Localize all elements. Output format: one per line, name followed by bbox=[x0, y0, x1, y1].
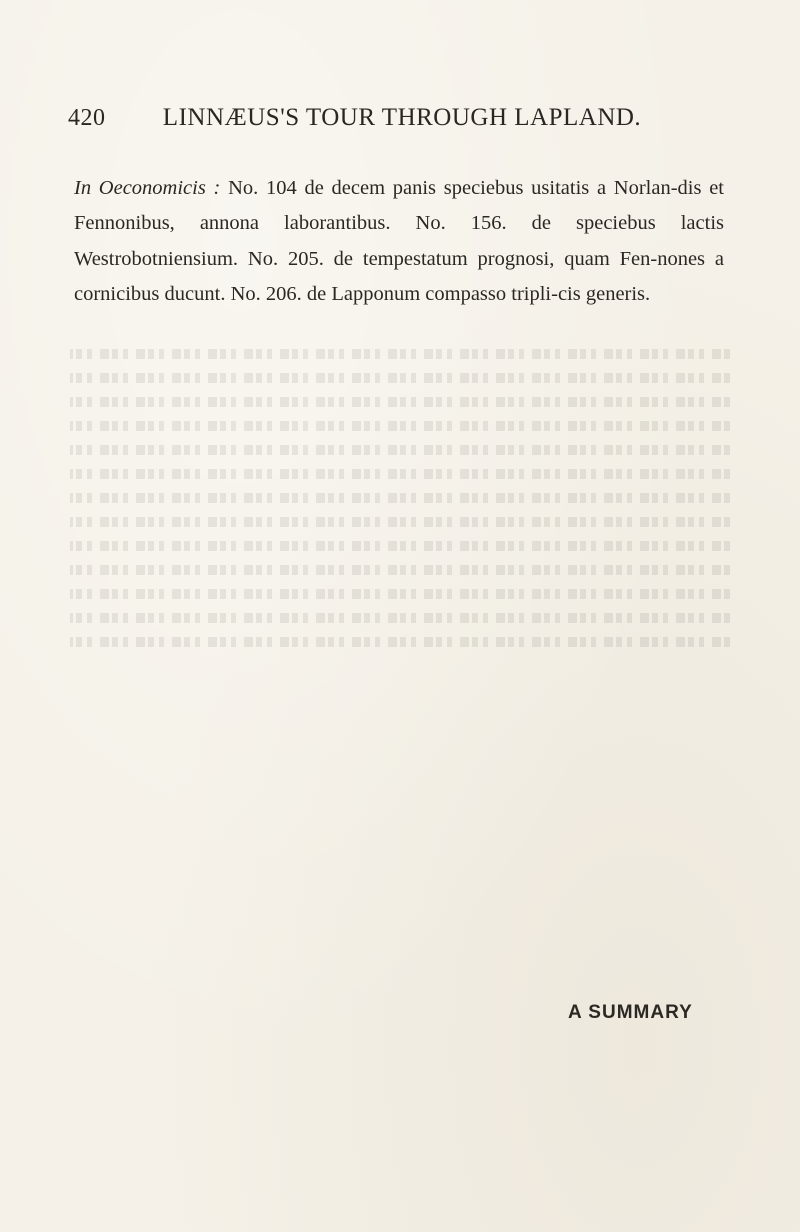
running-head bbox=[68, 104, 728, 132]
reverse-side-bleed-through bbox=[70, 335, 730, 1035]
paragraph-text: No. 104 de decem panis speciebus usitatis a Norlan-dis et Fennonibus, annona laborantibus. No. 156. de speciebus lactis Westrobotniensium. No. 205. de tempestatum prognosi, quam Fen-nones a cornicibus ducunt. No. 206. de Lapponum compasso tripli-cis generis. bbox=[74, 176, 724, 305]
page-number: 420 bbox=[68, 105, 106, 131]
paragraph-lead: In Oeconomicis : bbox=[74, 176, 221, 199]
body-paragraph bbox=[74, 171, 724, 313]
running-title: LINNÆUS'S TOUR THROUGH LAPLAND. bbox=[162, 104, 642, 131]
section-heading: A SUMMARY bbox=[568, 1002, 693, 1023]
